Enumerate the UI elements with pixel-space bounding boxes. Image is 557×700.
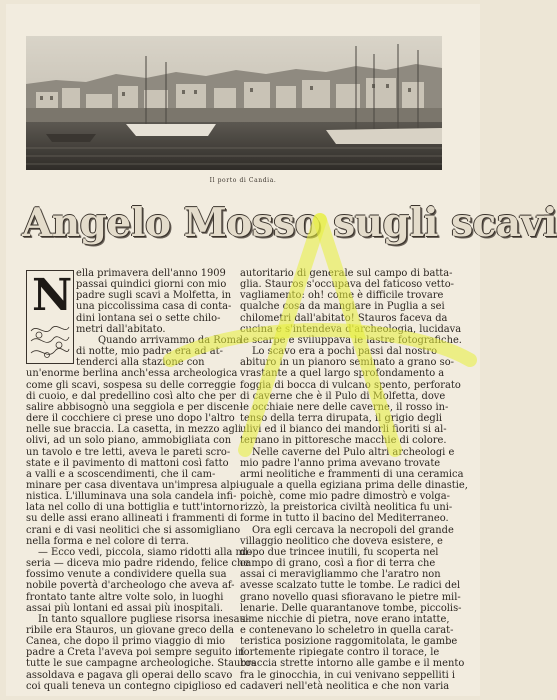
right-column — [240, 268, 468, 692]
text-line: avesse scalzato tutte le tombe. Le radici del — [240, 580, 461, 592]
text-line: nistica. L'illuminava una sola candela infi- — [26, 491, 237, 503]
text-line: mio padre l'anno prima avevano trovate — [240, 457, 441, 469]
text-line: grano novello quasi sfioravano le pietre mil- — [240, 591, 461, 603]
text-line: Quando arrivammo da Roma — [98, 334, 242, 346]
text-line: autoritario di generale sul campo di batta- — [240, 268, 453, 279]
harbor-photo — [26, 36, 442, 170]
text-line: come gli scavi, sospesa su delle correggie — [26, 379, 236, 391]
text-line: tenderci alla stazione con — [76, 357, 205, 369]
text-line: — Ecco vedi, piccola, siamo ridotti alla mi- — [38, 546, 252, 558]
text-line: ribile era Stauros, un giovane greco della — [26, 625, 235, 636]
text-line: di notte, mio padre era ad at- — [76, 346, 223, 358]
text-line: rizzò, la preistorica civiltà neolitica fu uni- — [240, 502, 453, 514]
text-line: tutte le sue campagne archeologiche. Stauros — [26, 658, 257, 670]
text-line: villaggio neolitico che doveva esistere, e — [240, 535, 443, 547]
text-line: coi quali teneva un contegno cipiglioso ed — [26, 680, 237, 692]
text-line: fortemente ripiegate contro il torace, le — [240, 647, 440, 659]
text-line: ternano in pittoresche macchie di colore. — [240, 435, 447, 447]
text-line: di cuoio, e dal predellino così alto che per — [26, 390, 236, 402]
text-line: una piccolissima casa di conta- — [76, 301, 232, 313]
text-line: le scarpe e sviluppava le lastre fotografiche. — [240, 334, 462, 346]
text-line: Nelle caverne del Pulo altri archeologi e — [252, 446, 455, 458]
text-line: glia. Stauros s'occupava del faticoso vetto- — [240, 279, 455, 291]
photo-caption: Il porto di Candia. — [209, 177, 277, 184]
left-column — [26, 268, 257, 692]
text-line: state e il pavimento di mattoni così fatto — [26, 457, 229, 469]
text-line: ella primavera dell'anno 1909 — [76, 268, 226, 279]
text-line: qualche cosa da mangiare in Puglia a sei — [240, 301, 445, 313]
text-line: dopo due trincee inutili, fu scoperta nel — [240, 546, 439, 558]
text-line: di caverne che è il Pulo di Molfetta, dove — [240, 390, 446, 402]
text-line: un tavolo e tre letti, aveva le pareti scro- — [26, 446, 231, 458]
text-line: Canea, che dopo il primo viaggio di mio — [26, 636, 226, 648]
text-line: padre a Creta l'aveva poi sempre seguito in — [26, 647, 245, 659]
text-line: nelle sue braccia. La casetta, in mezzo agli — [26, 424, 242, 436]
text-line: a valli e a scoscendimenti, che il cam- — [26, 468, 216, 480]
drop-cap-letter: N — [32, 270, 73, 321]
text-line: poichè, come mio padre dimostrò e volga- — [240, 491, 450, 503]
text-line: padre sugli scavi a Molfetta, in — [76, 290, 232, 302]
text-line: vrastante a quel largo sprofondamento a — [240, 368, 445, 380]
text-line: dini lontana sei o sette chilo- — [76, 312, 221, 324]
text-line: e contenevano lo scheletro in quella carat- — [240, 625, 454, 636]
text-line: olivi, ad un solo piano, ammobigliata con — [26, 435, 232, 447]
text-line: foggia di bocca di vulcano spento, perforato — [240, 379, 461, 391]
text-line: frontato tante altre volte solo, in luoghi — [26, 591, 224, 603]
text-line: campo di grano, così a fior di terra che — [240, 558, 436, 570]
text-line: nobile povertà d'archeologo che aveva af- — [26, 580, 235, 592]
text-line: le occhiaie nere delle caverne, il rosso in- — [240, 401, 449, 413]
text-line: un'enorme berlina anch'essa archeologica — [26, 368, 238, 380]
text-line: abituro in un pianoro seminato a grano so- — [240, 357, 454, 369]
text-line: dere il cocchiere ci prese uno dopo l'altro — [26, 413, 235, 425]
text-line: assai più lontani ed assai più inospitali. — [26, 602, 223, 614]
text-line: assoldava e pagava gli operai dello scavo — [26, 669, 233, 681]
text-line: metri dall'abitato. — [76, 323, 166, 335]
text-line: fra le ginocchia, in cui venivano seppelliti i — [240, 669, 456, 681]
text-line: fossimo venute a condividere quella sua — [26, 569, 227, 581]
text-line: armi neolitiche e frammenti di una ceramica — [240, 468, 464, 480]
text-line: chilometri dall'abitato! Stauros faceva da — [240, 312, 448, 324]
text-line: salire abbisognò una seggiola e per discen- — [26, 401, 243, 413]
article-headline: Angelo Mosso sugli scavi — [22, 200, 557, 246]
text-line: tenso della terra dirupata, il grigio degli — [240, 413, 443, 425]
text-line: vagliamento: oh! come è difficile trovare — [240, 290, 444, 302]
text-line: crani e di vasi neolitici che si assomigliano — [26, 524, 241, 536]
text-line: assai ci meravigliammo che l'aratro non — [240, 569, 441, 581]
text-line: ulivi ed il bianco dei mandorli fioriti si al- — [240, 424, 447, 436]
text-line: lenarie. Delle quarantanove tombe, piccolis- — [240, 602, 462, 614]
text-line: nella forma e nel colore di terra. — [26, 535, 189, 547]
text-line: minare per casa diventava un'impresa alpi- — [26, 479, 243, 491]
text-line: cucina e s'intendeva d'archeologia, lucidava — [240, 323, 462, 335]
text-line: uguale a quella egiziana prima delle dinastie, — [240, 479, 468, 491]
text-line: lata nel collo di una bottiglia e tutt'intorno — [26, 502, 240, 514]
text-line: seria — diceva mio padre ridendo, felice che — [26, 558, 250, 570]
text-line: teristica posizione raggomitolata, le gambe — [240, 636, 458, 648]
text-line: Lo scavo era a pochi passi dal nostro — [252, 346, 438, 358]
text-line: passai quindici giorni con mio — [76, 279, 227, 291]
text-line: su delle assi erano allineati i frammenti di — [26, 513, 238, 525]
text-line: sime nicchie di pietra, nove erano intatte, — [240, 613, 450, 625]
text-line: Ora egli cercava la necropoli del grande — [252, 524, 454, 536]
text-line: cadaveri nell'età neolitica e che non varia — [240, 680, 450, 692]
text-line: braccia strette intorno alle gambe e il mento — [240, 658, 465, 670]
text-line: In tanto squallore pugliese risorsa inesau- — [38, 613, 250, 625]
text-line: forme in tutto il bacino del Mediterraneo. — [240, 513, 449, 525]
